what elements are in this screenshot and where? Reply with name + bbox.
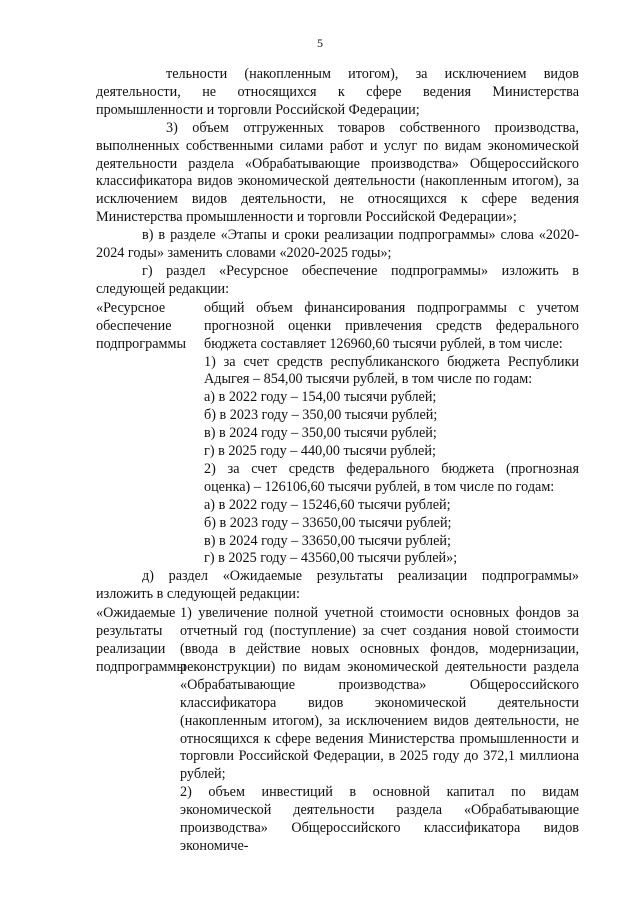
resource-line: г) в 2025 году – 440,00 тысячи рублей; xyxy=(204,443,436,460)
resource-section-label: «Ресурсное обеспечение подпрограммы xyxy=(96,299,186,352)
paragraph-g: г) раздел «Ресурсное обеспечение подпрограммы» изложить в следующей редакции: xyxy=(96,262,579,297)
expected-line: 1) увеличение полной учетной стоимости основных фондов за отчетный год (поступление) за счет создания новой стоимости (ввода в действие новых основных фондов, модернизации, реконструкции) по видам экономической деятельности раздела «Обрабатывающие производства» Общероссийского классификатора видов экономической деятельности (накопленным итогом), за исключением видов деятельности, не относящихся к сфере ведения Министерства промышленности и торговли Российской Федерации, в 2025 году до 372,1 миллиона рублей; xyxy=(180,605,579,783)
resource-line: б) в 2023 году – 350,00 тысячи рублей; xyxy=(204,407,438,424)
resource-section xyxy=(96,300,579,569)
resource-line: в) в 2024 году – 33650,00 тысячи рублей; xyxy=(204,532,451,549)
paragraph-v: в) в разделе «Этапы и сроки реализации подпрограммы» слова «2020-2024 годы» заменить словами «2020-2025 годы»; xyxy=(96,227,579,262)
resource-line: общий объем финансирования подпрограммы с учетом прогнозной оценки привлечения средств федерального бюджета составляет 126960,60 тысячи рублей, в том числе: xyxy=(204,299,579,352)
resource-line: 1) за счет средств республиканского бюджета Республики Адыгея – 854,00 тысячи рублей, в том числе по годам: xyxy=(204,353,579,388)
resource-line: в) в 2024 году – 350,00 тысячи рублей; xyxy=(204,425,437,442)
paragraph-continuation: тельности (накопленным итогом), за исключением видов деятельности, не относящихся к сфере ведения Министерства промышленности и торговли Российской Федерации; xyxy=(96,66,579,118)
expected-results-body xyxy=(180,605,579,856)
expected-results-section xyxy=(96,605,579,856)
resource-line: а) в 2022 году – 15246,60 тысячи рублей; xyxy=(204,496,451,513)
resource-line: г) в 2025 году – 43560,00 тысячи рублей»; xyxy=(204,550,458,567)
expected-line: 2) объем инвестиций в основной капитал по видам экономической деятельности раздела «Обрабатывающие производства» Общероссийского классификатора видов экономиче- xyxy=(180,784,579,854)
page-number: 5 xyxy=(317,36,323,50)
resource-line: а) в 2022 году – 154,00 тысячи рублей; xyxy=(204,389,437,406)
paragraph-d: д) раздел «Ожидаемые результаты реализации подпрограммы» изложить в следующей редакции: xyxy=(96,568,579,603)
document-body xyxy=(96,66,579,856)
paragraph-item-3: 3) объем отгруженных товаров собственного производства, выполненных собственными силами работ и услуг по видам экономической деятельности раздела «Обрабатывающие производства» Общероссийского классификатора видов экономической деятельности (накопленным итогом), за исключением видов деятельности, не относящихся к сфере ведения Министерства промышленности и торговли Российской Федерации»; xyxy=(96,119,579,226)
resource-line: 2) за счет средств федерального бюджета (прогнозная оценка) – 126106,60 тысячи рублей, в том числе по годам: xyxy=(204,460,579,495)
expected-results-label: «Ожидаемые результаты реализации подпрограммы xyxy=(96,605,186,675)
resource-section-body xyxy=(204,300,579,569)
resource-line: б) в 2023 году – 33650,00 тысячи рублей; xyxy=(204,514,452,531)
